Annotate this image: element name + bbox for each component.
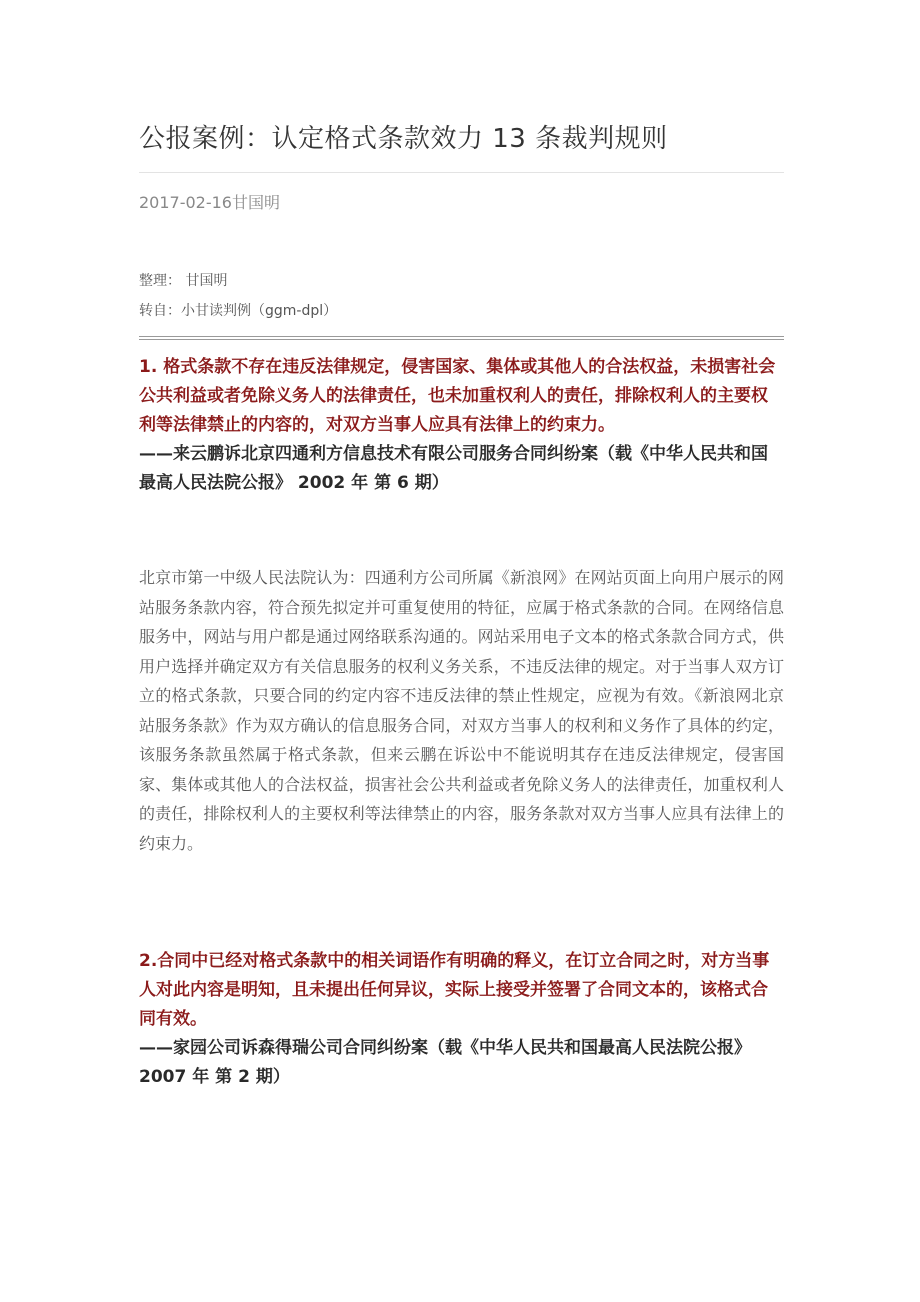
rule-1 [139,353,784,498]
rule-1-text: 1. 格式条款不存在违反法律规定，侵害国家、集体或其他人的合法权益，未损害社会公共利益或者免除义务人的法律责任，也未加重权利人的责任，排除权利人的主要权利等法律禁止的内容的，对双方当事人应具有法律上的约束力。 [139,357,776,435]
compiler-line: 整理： 甘国明 [139,273,228,289]
double-divider [139,336,784,340]
rule-2-text: 2.合同中已经对格式条款中的相关词语作有明确的释义，在订立合同之时，对方当事人对此内容是明知，且未提出任何异议，实际上接受并签署了合同文本的，该格式合同有效。 [139,951,770,1029]
rule-2 [139,947,784,1092]
page-title: 公报案例：认定格式条款效力 13 条裁判规则 [139,124,668,154]
court-opinion-paragraph: 北京市第一中级人民法院认为：四通利方公司所属《新浪网》在网站页面上向用户展示的网站服务条款内容，符合预先拟定并可重复使用的特征，应属于格式条款的合同。在网络信息服务中，网站与用户都是通过网络联系沟通的。网站采用电子文本的格式条款合同方式，供用户选择并确定双方有关信息服务的权利义务关系，不违反法律的规定。对于当事人双方订立的格式条款，只要合同的约定内容不违反法律的禁止性规定，应视为有效。《新浪网北京站服务条款》作为双方确认的信息服务合同，对双方当事人的权利和义务作了具体的约定，该服务条款虽然属于格式条款，但来云鹏在诉讼中不能说明其存在违反法律规定，侵害国家、集体或其他人的合法权益，损害社会公共利益或者免除义务人的法律责任，加重权利人的责任，排除权利人的主要权利等法律禁止的内容，服务条款对双方当事人应具有法律上的约束力。 [139,568,784,853]
title-divider [139,172,784,173]
publish-meta: 2017-02-16甘国明 [139,193,280,212]
source-line: 转自：小甘读判例（ggm-dpl） [139,303,338,319]
rule-1-source: ——来云鹏诉北京四通利方信息技术有限公司服务合同纠纷案（载《中华人民共和国最高人民法院公报》 2002 年 第 6 期） [139,444,768,493]
rule-2-source: ——家园公司诉森得瑞公司合同纠纷案（载《中华人民共和国最高人民法院公报》 2007 年 第 2 期） [139,1038,751,1087]
